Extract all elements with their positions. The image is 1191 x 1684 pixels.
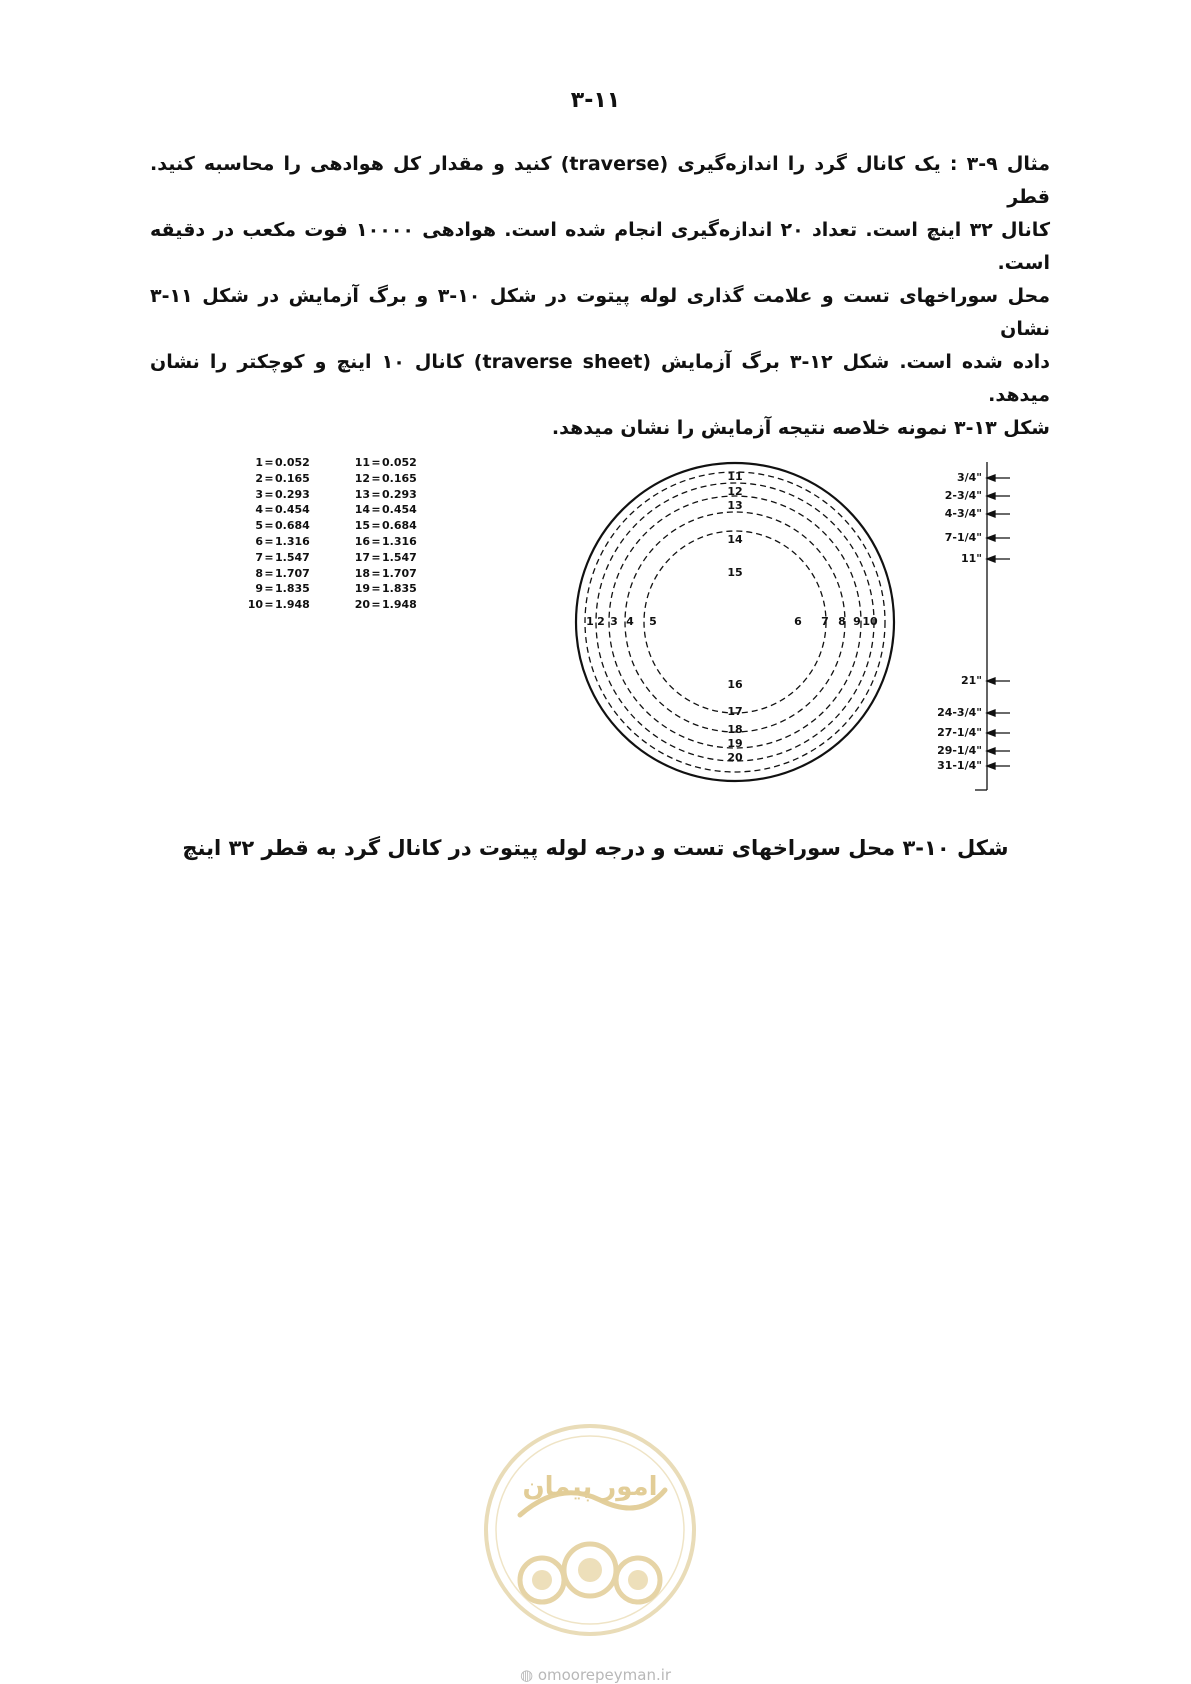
legend-item: 9=1.835: [255, 582, 310, 596]
dimension-label: 7-1/4": [944, 531, 982, 544]
legend-item: 3=0.293: [255, 487, 310, 501]
legend-item: 8=1.707: [255, 566, 310, 580]
ring-label: 4: [626, 615, 634, 628]
dimension-label: 4-3/4": [944, 507, 982, 520]
site-url-text: omoorepeyman.ir: [537, 1666, 672, 1684]
site-url: [0, 1666, 1191, 1684]
ring-label: 15: [727, 566, 743, 579]
ring-label: 14: [727, 533, 743, 546]
ring-label: 13: [727, 499, 743, 512]
globe-icon: ◍: [519, 1666, 534, 1684]
legend-item: 4=0.454: [255, 503, 310, 517]
ring-label: 16: [727, 678, 743, 691]
legend-item: 10=1.948: [247, 598, 310, 612]
dimension-arrows: [987, 475, 1010, 769]
figure-caption: شکل ۱۰-۳ محل سوراخهای تست و درجه لوله پیتوت در کانال گرد به قطر ۳۲ اینچ: [182, 836, 1009, 860]
dimension-label: 24-3/4": [937, 706, 982, 719]
dimension-label: 11": [960, 552, 982, 565]
legend-item: 19=1.835: [354, 582, 417, 596]
dimension-label: 2-3/4": [944, 489, 982, 502]
ring-label: 10: [862, 615, 878, 628]
legend-item: 20=1.948: [354, 598, 417, 612]
legend-item: 12=0.165: [354, 471, 417, 485]
paragraph-line: شکل ۱۳-۳ نمونه خلاصه نتیجه آزمایش را نشان میدهد.: [551, 417, 1050, 439]
legend-item: 2=0.165: [255, 471, 310, 485]
ring-label: 2: [597, 615, 605, 628]
page-number: ۳-۱۱: [570, 88, 621, 113]
ring-label: 18: [727, 723, 743, 736]
ring-label: 20: [727, 751, 743, 764]
ring-label: 17: [727, 705, 743, 718]
paragraph-line: کانال ۳۲ اینچ است. تعداد ۲۰ اندازه‌گیری انجام شده است. هوادهی ۱۰۰۰۰ فوت مکعب در دقیقه است.: [150, 219, 1050, 274]
dimension-label: 27-1/4": [937, 726, 982, 739]
ring-label: 19: [727, 737, 743, 750]
ring-label: 3: [610, 615, 618, 628]
legend-item: 1=0.052: [255, 456, 310, 469]
legend-item: 15=0.684: [354, 519, 417, 533]
ring-label: 5: [649, 615, 657, 628]
watermark-text: امور پیمان: [522, 1472, 658, 1502]
dimension-label: 31-1/4": [937, 759, 982, 772]
dimension-label: 21": [960, 674, 982, 687]
ring-label: 12: [727, 485, 743, 498]
paragraph-line: محل سوراخهای تست و علامت گذاری لوله پیتوت در شکل ۱۰-۳ و برگ آزمایش در شکل ۱۱-۳ نشان: [150, 285, 1050, 340]
paragraph-line: داده شده است. شکل ۱۲-۳ برگ آزمایش (traverse sheet) کانال ۱۰ اینچ و کوچکتر را نشان میدهد.: [150, 351, 1051, 406]
legend-item: 5=0.684: [255, 519, 310, 533]
ring-label: 11: [727, 470, 743, 483]
ring-label: 8: [838, 615, 846, 628]
legend-item: 14=0.454: [354, 503, 417, 517]
ring-label: 7: [821, 615, 829, 628]
legend-item: 11=0.052: [354, 456, 417, 469]
omoorepeyman-watermark-logo: [480, 1420, 700, 1640]
legend-item: 17=1.547: [354, 550, 417, 564]
legend-item: 7=1.547: [255, 550, 310, 564]
dimension-label: 3/4": [956, 471, 982, 484]
ring-label: 9: [853, 615, 861, 628]
legend-item: 6=1.316: [255, 534, 310, 548]
legend-item: 18=1.707: [354, 566, 417, 580]
paragraph-line: مثال ۹-۳ : یک کانال گرد را اندازه‌گیری (traverse) کنید و مقدار کل هوادهی را محاسبه کنید. قطر: [150, 153, 1050, 208]
legend-item: 16=1.316: [354, 534, 417, 548]
ring-label: 6: [794, 615, 802, 628]
dimension-label: 29-1/4": [937, 744, 982, 757]
legend-item: 13=0.293: [354, 487, 417, 501]
ring-label: 1: [586, 615, 594, 628]
